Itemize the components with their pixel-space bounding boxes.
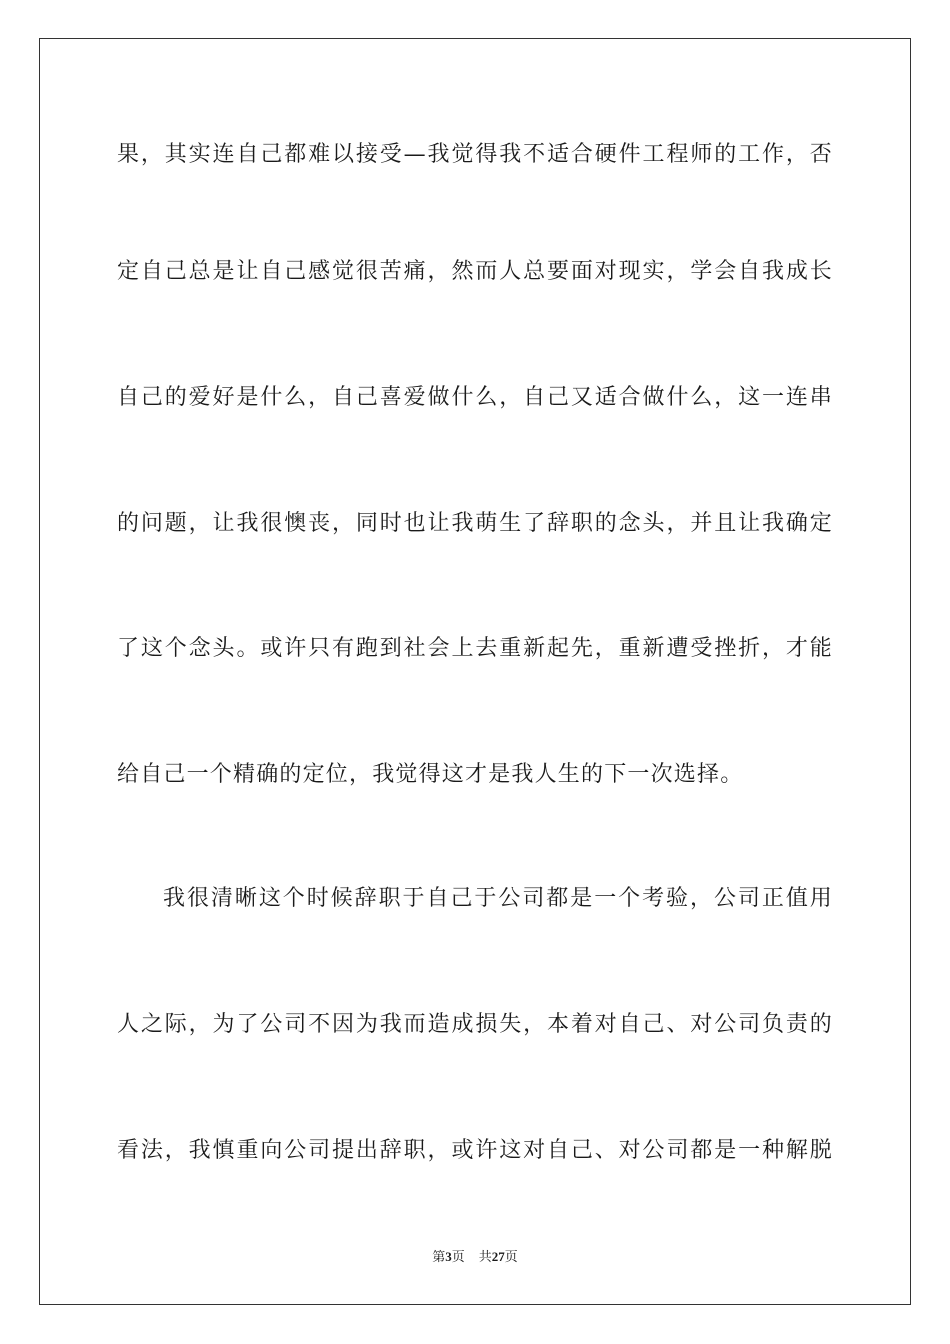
page-footer xyxy=(0,1248,950,1267)
total-suffix: 页 xyxy=(504,1250,518,1265)
text-line-last: 给自己一个精确的定位，我觉得这才是我人生的下一次选择。 xyxy=(117,762,744,787)
paragraph-first-line: 我很清晰这个时候辞职于自己于公司都是一个考验，公司正值用 xyxy=(163,886,833,911)
text-line: 了这个念头。或许只有跑到社会上去重新起先，重新遭受挫折，才能 xyxy=(117,636,833,661)
text-line: 自己的爱好是什么，自己喜爱做什么，自己又适合做什么，这一连串 xyxy=(117,385,833,410)
page-current: 3 xyxy=(445,1249,452,1264)
text-line: 的问题，让我很懊丧，同时也让我萌生了辞职的念头，并且让我确定 xyxy=(117,511,833,536)
page-border xyxy=(39,38,911,1305)
text-line: 果，其实连自己都难以接受—我觉得我不适合硬件工程师的工作，否 xyxy=(117,142,833,167)
text-line: 人之际，为了公司不因为我而造成损失，本着对自己、对公司负责的 xyxy=(117,1012,833,1037)
total-prefix: 共 xyxy=(478,1250,492,1265)
text-line: 看法，我慎重向公司提出辞职，或许这对自己、对公司都是一种解脱 xyxy=(117,1138,833,1163)
page-prefix: 第 xyxy=(432,1250,446,1265)
page-total: 27 xyxy=(491,1249,505,1264)
text-line: 定自己总是让自己感觉很苦痛，然而人总要面对现实，学会自我成长 xyxy=(117,259,833,284)
page-suffix: 页 xyxy=(451,1250,465,1265)
